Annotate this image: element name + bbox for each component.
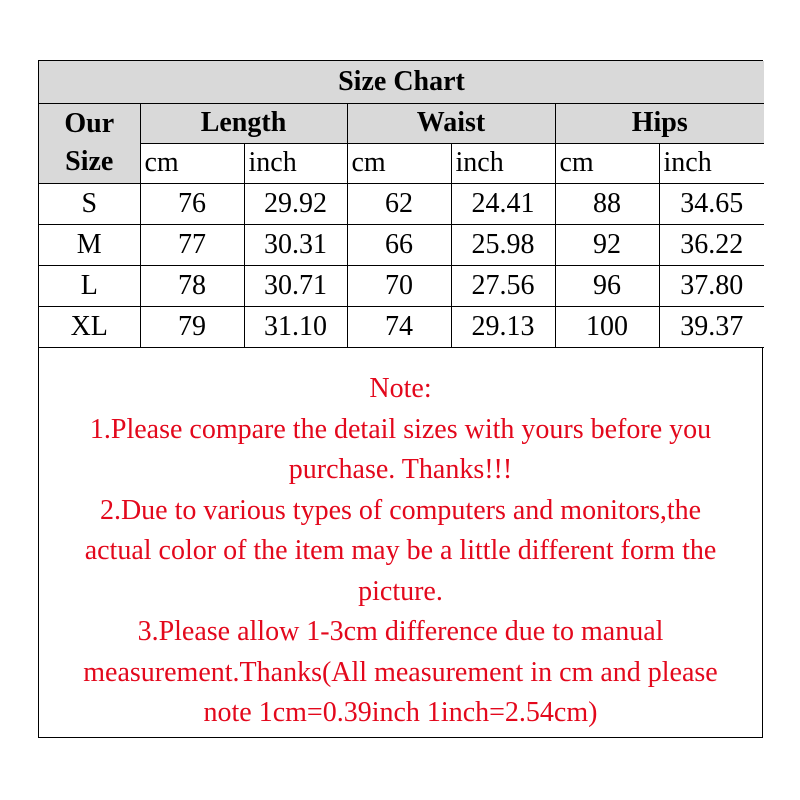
note-line: note 1cm=0.39inch 1inch=2.54cm) — [203, 697, 598, 728]
length-inch-cell: 30.71 — [244, 265, 347, 306]
size-header-bottom: Size — [65, 146, 114, 177]
note-line: 1.Please compare the detail sizes with yours before you — [89, 413, 712, 445]
group-header-waist: Waist — [347, 103, 555, 143]
size-cell: S — [39, 183, 140, 224]
note-line: actual color of the item may be a little different form the — [84, 535, 717, 566]
size-column-header — [39, 103, 140, 183]
waist-cm-cell: 66 — [347, 224, 451, 265]
group-header-hips: Hips — [555, 103, 764, 143]
waist-inch-cell: 29.13 — [451, 306, 555, 347]
note-line: 3.Please allow 1-3cm difference due to manual — [137, 616, 664, 647]
length-cm-cell: 76 — [140, 183, 244, 224]
hips-cm-cell: 96 — [555, 265, 659, 306]
table-row — [39, 183, 764, 224]
hips-cm-cell: 88 — [555, 183, 659, 224]
waist-inch-cell: 27.56 — [451, 265, 555, 306]
waist-cm-cell: 74 — [347, 306, 451, 347]
hips-inch-cell: 36.22 — [659, 224, 764, 265]
size-cell: L — [39, 265, 140, 306]
hips-inch-cell: 34.65 — [659, 183, 764, 224]
hips-inch-cell: 37.80 — [659, 265, 764, 306]
length-inch-cell: 30.31 — [244, 224, 347, 265]
unit-header: inch — [451, 143, 555, 183]
unit-header: inch — [244, 143, 347, 183]
size-header-top: Our — [64, 108, 115, 139]
unit-header: inch — [659, 143, 764, 183]
size-chart — [38, 60, 763, 738]
unit-header: cm — [140, 143, 244, 183]
hips-inch-cell: 39.37 — [659, 306, 764, 347]
note-heading: Note: — [369, 373, 432, 404]
size-chart-table — [39, 61, 764, 348]
note-line: picture. — [358, 575, 443, 607]
hips-cm-cell: 92 — [555, 224, 659, 265]
table-row — [39, 265, 764, 306]
unit-header: cm — [347, 143, 451, 183]
notes-section — [39, 361, 762, 737]
length-cm-cell: 79 — [140, 306, 244, 347]
note-line: purchase. Thanks!!! — [288, 454, 513, 485]
note-line: measurement.Thanks(All measurement in cm and please — [83, 656, 718, 688]
length-inch-cell: 29.92 — [244, 183, 347, 224]
table-row — [39, 306, 764, 347]
length-cm-cell: 78 — [140, 265, 244, 306]
hips-cm-cell: 100 — [555, 306, 659, 347]
size-cell: XL — [39, 306, 140, 347]
waist-inch-cell: 25.98 — [451, 224, 555, 265]
unit-header: cm — [555, 143, 659, 183]
table-row — [39, 224, 764, 265]
note-line: 2.Due to various types of computers and monitors,the — [99, 494, 702, 526]
length-inch-cell: 31.10 — [244, 306, 347, 347]
chart-title: Size Chart — [39, 61, 764, 103]
waist-cm-cell: 70 — [347, 265, 451, 306]
size-cell: M — [39, 224, 140, 265]
group-header-length: Length — [140, 103, 347, 143]
length-cm-cell: 77 — [140, 224, 244, 265]
waist-cm-cell: 62 — [347, 183, 451, 224]
waist-inch-cell: 24.41 — [451, 183, 555, 224]
